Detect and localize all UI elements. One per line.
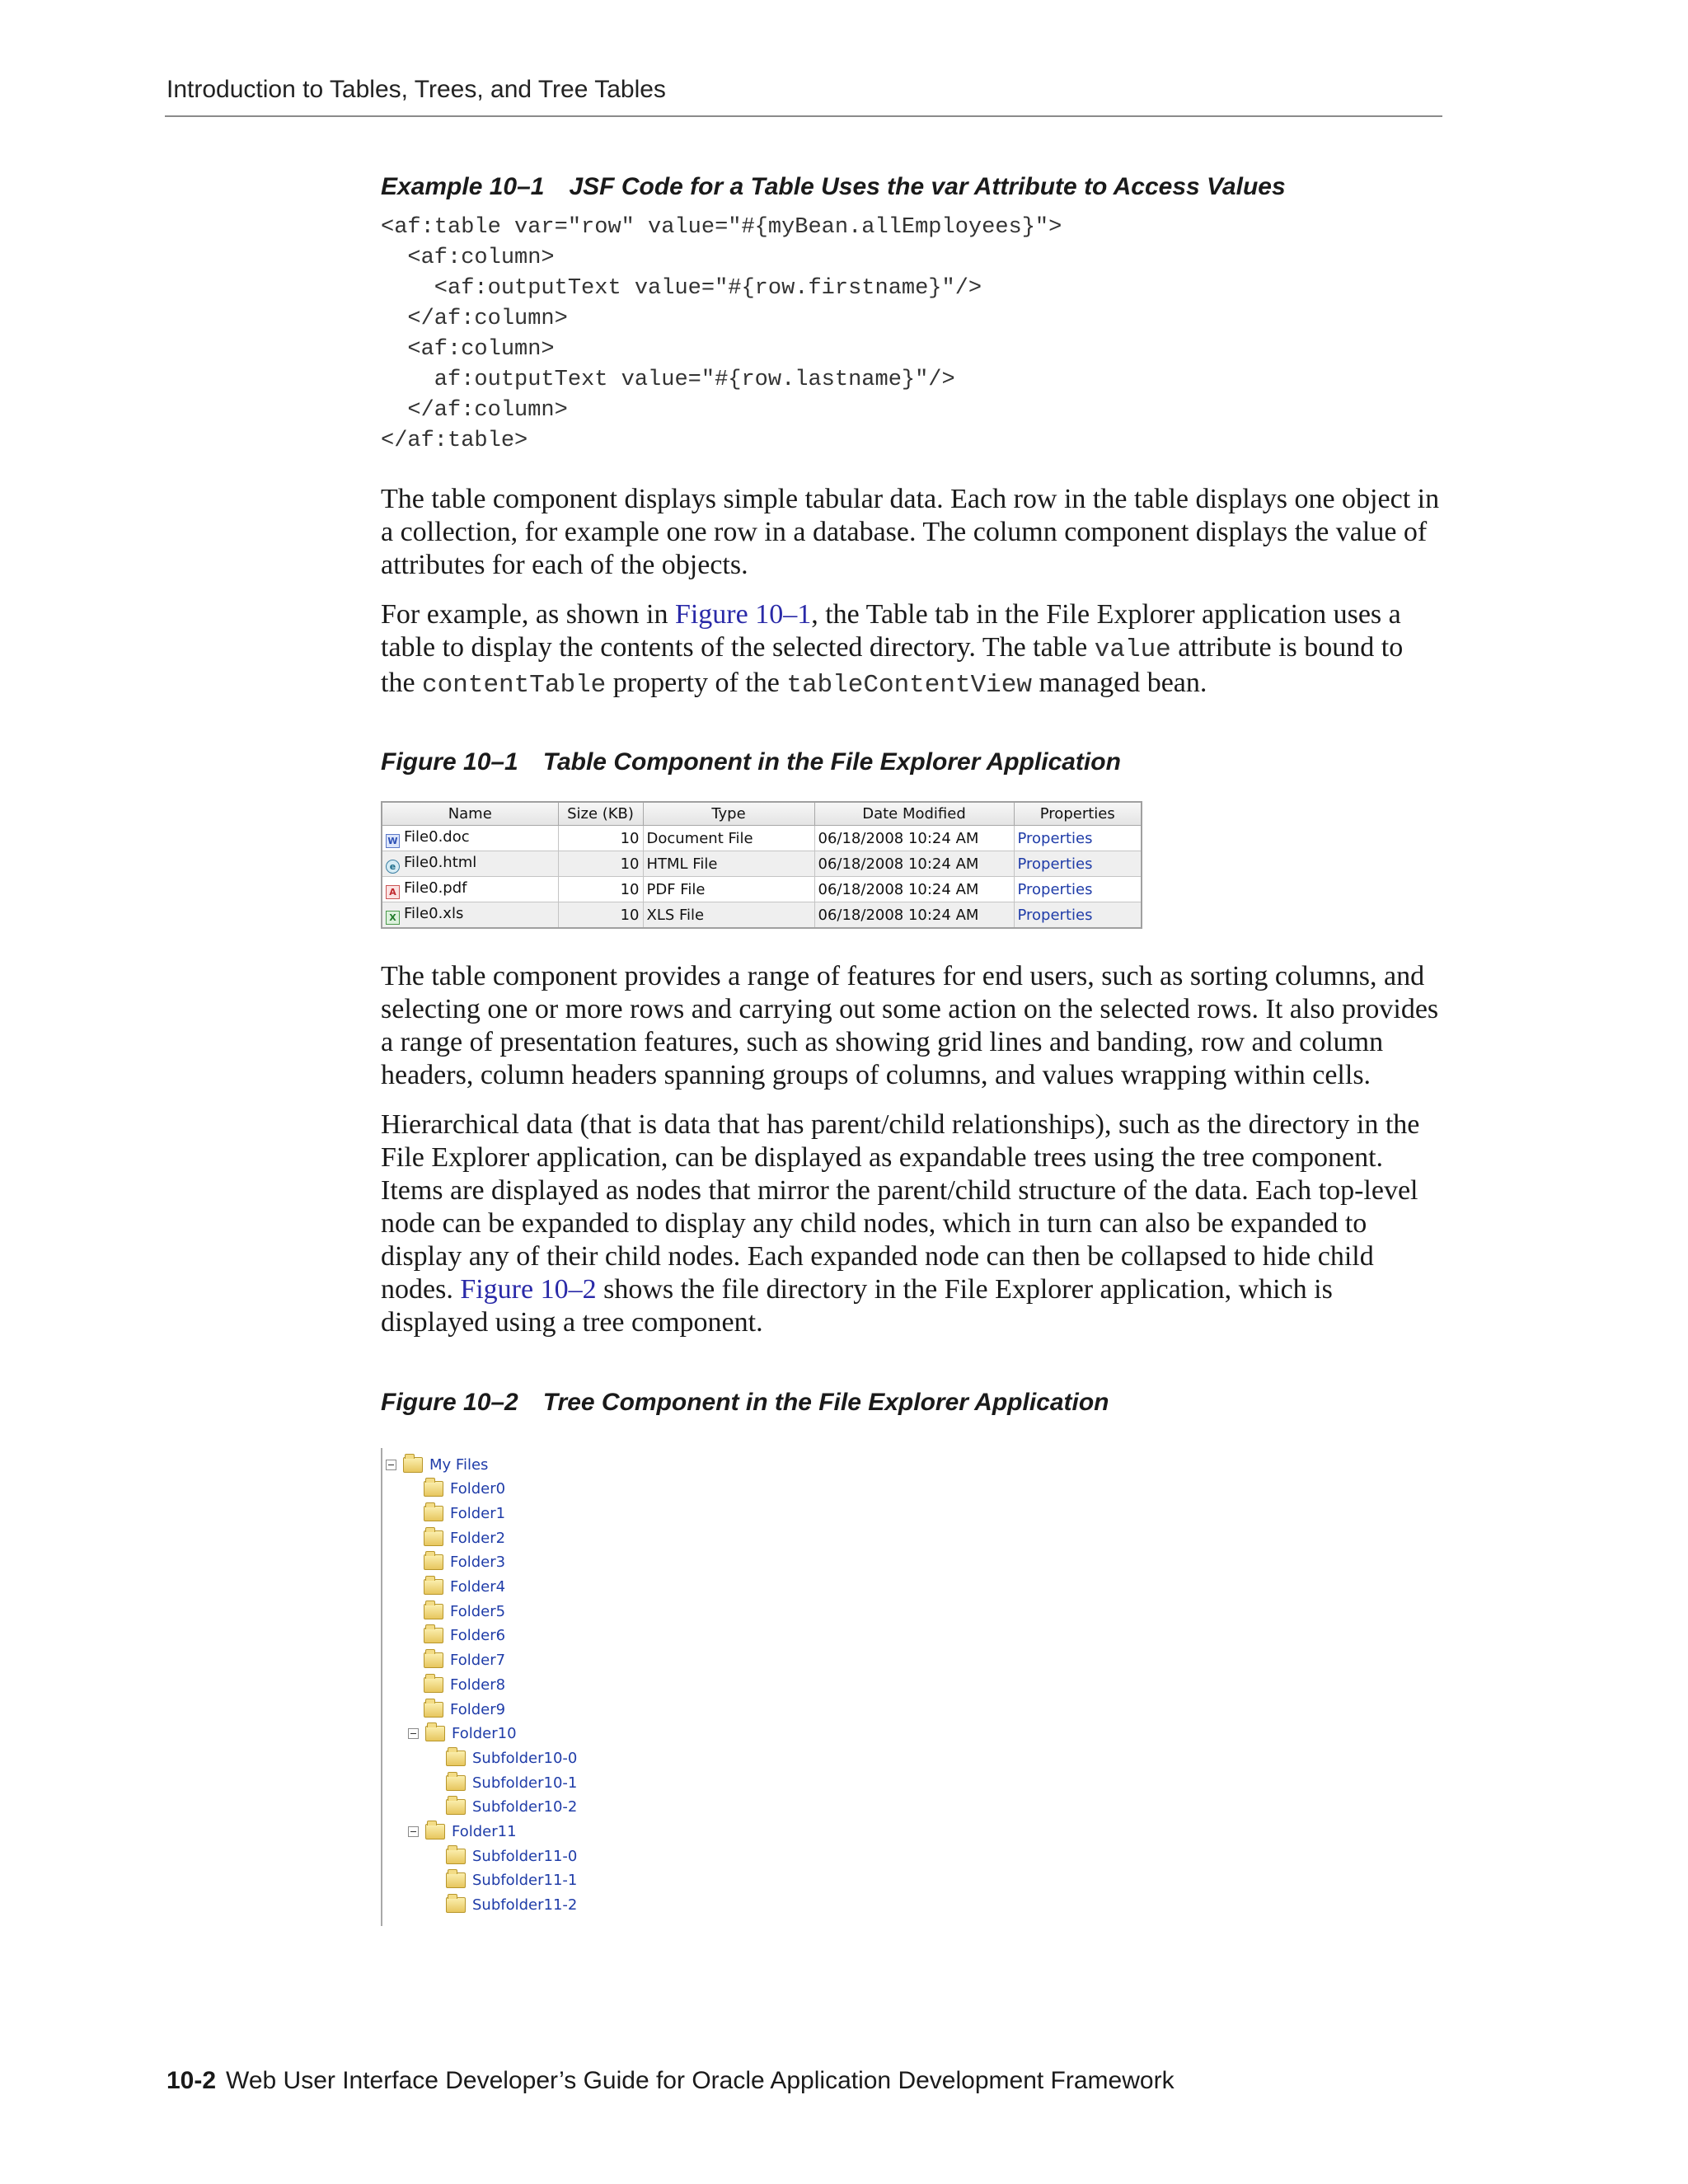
cell-size: 10 (558, 851, 643, 877)
tree-node[interactable] (424, 1478, 505, 1501)
figure-10-1-link[interactable]: Figure 10–1 (674, 599, 812, 630)
file-name: File0.xls (404, 905, 464, 922)
tree-node-label[interactable]: Folder6 (450, 1627, 506, 1645)
tree-node-label[interactable]: Folder5 (450, 1602, 506, 1620)
example-title: JSF Code for a Table Uses the var Attribute to Access Values (569, 173, 1286, 200)
tree-node-label[interactable]: Folder10 (452, 1725, 517, 1743)
cell-name[interactable] (382, 902, 558, 929)
text-run: For example, as shown in (381, 599, 675, 630)
table-row[interactable] (382, 877, 1142, 902)
cell-name[interactable] (382, 851, 558, 877)
tree-node-label[interactable]: Subfolder10-1 (472, 1774, 578, 1792)
folder-icon (424, 1481, 443, 1497)
figure-1-caption (381, 748, 1444, 776)
file-name: File0.html (404, 854, 477, 871)
tree-node-label[interactable]: Folder0 (450, 1480, 506, 1498)
tree-node[interactable] (424, 1502, 505, 1525)
cell-type: HTML File (643, 851, 814, 877)
properties-link[interactable]: Properties (1014, 877, 1142, 902)
tree-node-label[interactable]: Folder3 (450, 1554, 506, 1572)
tree-node[interactable] (386, 1453, 488, 1476)
file-name: File0.pdf (404, 879, 467, 897)
cell-size: 10 (558, 902, 643, 929)
folder-icon (424, 1604, 443, 1619)
cell-type: Document File (643, 826, 814, 851)
code-tableContentView: tableContentView (786, 671, 1032, 700)
tree-node-label[interactable]: Subfolder11-2 (472, 1896, 578, 1915)
figure-1-label: Figure 10–1 (381, 748, 518, 776)
cell-date-modified: 06/18/2008 10:24 AM (814, 877, 1014, 902)
folder-icon (425, 1726, 445, 1741)
example-caption (381, 173, 1444, 201)
html-file-icon: e (386, 860, 400, 874)
tree-node[interactable] (446, 1894, 577, 1917)
example-label: Example 10–1 (381, 173, 545, 200)
table-row[interactable] (382, 851, 1142, 877)
table-row[interactable] (382, 902, 1142, 929)
tree-node[interactable] (424, 1576, 505, 1599)
properties-link[interactable]: Properties (1014, 826, 1142, 851)
header-rule (165, 115, 1442, 117)
folder-icon (424, 1652, 443, 1668)
cell-size: 10 (558, 877, 643, 902)
cell-date-modified: 06/18/2008 10:24 AM (814, 902, 1014, 929)
folder-icon (446, 1849, 466, 1864)
text-run: shows the file directory in the File Explorer application, which is displayed using a tree component. (381, 1274, 1333, 1338)
tree-node[interactable] (408, 1722, 517, 1746)
tree-node-label[interactable]: Folder4 (450, 1578, 506, 1596)
tree-node-label[interactable]: My Files (429, 1455, 489, 1474)
properties-link[interactable]: Properties (1014, 851, 1142, 877)
tree-node[interactable] (446, 1771, 577, 1794)
tree-node[interactable] (424, 1551, 505, 1574)
text-run: attribute is bound to the (381, 632, 1404, 698)
page-footer (166, 2067, 1175, 2095)
book-title: Web User Interface Developer’s Guide for Oracle Application Development Framework (226, 2067, 1175, 2094)
folder-icon (424, 1554, 443, 1570)
text-run: , the Table tab in the File Explorer application uses a table to display the contents of the selected directory. The table (381, 599, 1401, 663)
column-header-size[interactable]: Size (KB) (558, 802, 643, 826)
tree-node-label[interactable]: Subfolder11-0 (472, 1847, 578, 1865)
folder-icon (424, 1579, 443, 1595)
cell-name[interactable] (382, 877, 558, 902)
cell-type: XLS File (643, 902, 814, 929)
excel-file-icon: X (386, 911, 400, 925)
column-header-properties[interactable]: Properties (1014, 802, 1142, 826)
column-header-type[interactable]: Type (643, 802, 814, 826)
cell-name[interactable] (382, 826, 558, 851)
folder-icon (446, 1775, 466, 1791)
paragraph-table-example (381, 598, 1444, 702)
paragraph-tree-intro (381, 1108, 1444, 1339)
file-table (381, 801, 1142, 929)
figure-10-2-link[interactable]: Figure 10–2 (460, 1274, 597, 1305)
tree-node[interactable] (424, 1600, 505, 1623)
paragraph-table-intro: The table component displays simple tabular data. Each row in the table displays one object in a collection, for example one row in a database. The column component displays the value of attributes for each of the objects. (381, 484, 1440, 580)
page-number: 10-2 (166, 2067, 217, 2094)
folder-icon (424, 1628, 443, 1643)
tree-node-label[interactable]: Subfolder10-0 (472, 1749, 578, 1767)
pdf-file-icon: A (386, 885, 400, 899)
tree-node[interactable] (408, 1821, 517, 1844)
folder-icon (446, 1799, 466, 1815)
folder-icon (424, 1530, 443, 1546)
tree-node-label[interactable]: Folder11 (452, 1823, 517, 1840)
code-contentTable: contentTable (422, 671, 607, 700)
cell-date-modified: 06/18/2008 10:24 AM (814, 851, 1014, 877)
tree-node[interactable] (446, 1869, 577, 1892)
text-run: managed bean. (1032, 668, 1207, 698)
tree-node[interactable] (446, 1844, 577, 1868)
tree-node-label[interactable]: Subfolder11-1 (472, 1872, 578, 1890)
file-name: File0.doc (404, 828, 470, 846)
tree-node[interactable] (424, 1698, 505, 1721)
table-header-row (382, 802, 1142, 826)
figure-2-caption (381, 1389, 1444, 1417)
folder-icon (403, 1457, 423, 1473)
file-tree (381, 1448, 630, 1926)
tree-node-label[interactable]: Folder7 (450, 1652, 506, 1670)
cell-type: PDF File (643, 877, 814, 902)
paragraph-table-features: The table component provides a range of features for end users, such as sorting columns, and selecting one or more rows and carrying out some action on the selected rows. It also provides a range of presentation features, such as showing grid lines and banding, row and column headers, column headers spanning groups of columns, and values wrapping within cells. (381, 961, 1439, 1090)
figure-2-label: Figure 10–2 (381, 1389, 518, 1416)
figure-2-title: Tree Component in the File Explorer Application (542, 1389, 1109, 1416)
folder-icon (424, 1506, 443, 1521)
word-doc-icon: W (386, 834, 400, 848)
code-example: <af:table var="row" value="#{myBean.allEmployees}"> <af:column> <af:outputText value="#{row.firstname}"/> </af:column> <af:column> af:outputText value="#{row.lastname}"/> </af:column> </af:table> (381, 215, 1062, 453)
tree-node[interactable] (424, 1673, 505, 1696)
table-row[interactable] (382, 826, 1142, 851)
column-header-name[interactable]: Name (382, 802, 558, 826)
folder-icon (424, 1702, 443, 1718)
collapse-toggle-icon[interactable] (408, 1826, 419, 1837)
folder-icon (424, 1677, 443, 1693)
tree-node-label[interactable]: Folder8 (450, 1675, 506, 1694)
tree-node-label[interactable]: Folder2 (450, 1529, 506, 1547)
column-header-date-modified[interactable]: Date Modified (814, 802, 1014, 826)
cell-date-modified: 06/18/2008 10:24 AM (814, 826, 1014, 851)
folder-icon (446, 1872, 466, 1888)
folder-icon (425, 1824, 445, 1840)
properties-link[interactable]: Properties (1014, 902, 1142, 929)
code-value: value (1094, 635, 1171, 664)
cell-size: 10 (558, 826, 643, 851)
text-run: Hierarchical data (that is data that has parent/child relationships), such as the directory in the File Explorer application, can be displayed as expandable trees using the tree component. Items are displayed as nodes that mirror the parent/child structure of the data. Each top-level node can be expanded to display any child nodes, which in turn can also be expanded to display any of their child nodes. Each expanded node can then be collapsed to hide child nodes. (381, 1109, 1420, 1305)
folder-icon (446, 1750, 466, 1766)
tree-node[interactable] (446, 1746, 577, 1769)
tree-node-label[interactable]: Folder9 (450, 1700, 506, 1718)
folder-icon (446, 1897, 466, 1913)
collapse-toggle-icon[interactable] (408, 1728, 419, 1739)
tree-node[interactable] (446, 1796, 577, 1819)
tree-node-label[interactable]: Folder1 (450, 1504, 506, 1522)
tree-node-label[interactable]: Subfolder10-2 (472, 1798, 578, 1816)
running-header: Introduction to Tables, Trees, and Tree Tables (166, 76, 666, 103)
tree-node[interactable] (424, 1649, 505, 1672)
page-content (381, 173, 1444, 1926)
tree-node[interactable] (424, 1624, 505, 1647)
text-run: property of the (606, 668, 787, 698)
figure-1-title: Table Component in the File Explorer Application (542, 748, 1121, 776)
collapse-toggle-icon[interactable] (386, 1460, 396, 1470)
tree-node[interactable] (424, 1526, 505, 1549)
